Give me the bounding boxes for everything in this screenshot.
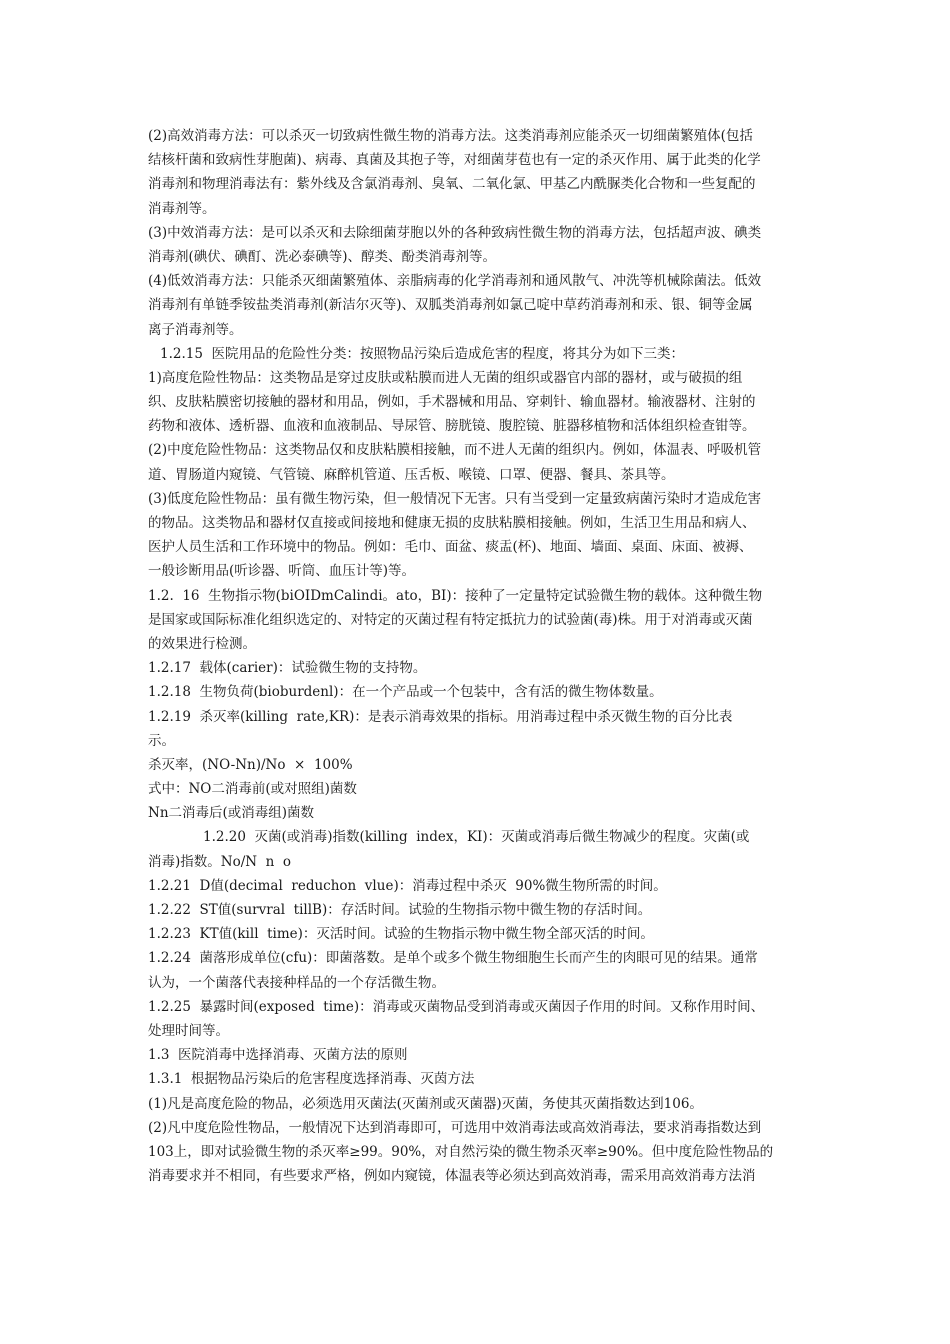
text-line: 消毒剂等。: [148, 200, 216, 217]
text-line: (3)低度危险性物品：虽有微生物污染，但一般情况下无害。只有当受到一定量致病菌污染时才造成危害: [148, 490, 762, 507]
text-line: 药物和液体、透析器、血液和血液制品、导尿管、膀胱镜、腹腔镜、脏器移植物和活体组织检查钳等。: [148, 418, 756, 435]
section-heading: 1.2.20 灭菌(或消毒)指数(killing index，KI)：灭菌或消毒后微生物减少的程度。灾菌(或: [203, 829, 750, 846]
section-heading: 1.3 医院消毒中选择消毒、灭菌方法的原则: [148, 1047, 408, 1064]
formula-line: 杀灭率，(NO-Nn)/No × 100%: [148, 756, 353, 773]
text-line: (2)中度危险性物品：这类物品仅和皮肤粘膜相接触，而不进人无菌的组织内。例如，体温表、呼吸机管: [148, 442, 762, 459]
text-line: 103上，即对试验微生物的杀灭率≥99。90%，对自然污染的微生物杀灭率≥90%。但中度危险性物品的: [148, 1143, 774, 1160]
text-line: (2)凡中度危险性物品，一般情况下达到消毒即可，可选用中效消毒法或高效消毒法，要求消毒指数达到: [148, 1119, 762, 1136]
text-line: 认为，一个菌落代表接种样品的一个存活微生物。: [148, 974, 445, 991]
text-line: 示。: [148, 732, 175, 749]
section-heading: 1.2.18 生物负荷(bioburdenl)：在一个产品或一个包装中，含有活的微生物体数量。: [148, 684, 663, 701]
text-line: 离子消毒剂等。: [148, 321, 243, 338]
text-line: 消毒剂(碘伏、碘酊、洗必泰碘等)、醇类、酚类消毒剂等。: [148, 248, 497, 265]
text-line: (3)中效消毒方法：是可以杀灭和去除细菌芽胞以外的各种致病性微生物的消毒方法，包括超声波、碘类: [148, 224, 762, 241]
section-heading: 1.2.15 医院用品的危险性分类：按照物品污染后造成危害的程度，将其分为如下三类：: [160, 345, 685, 362]
formula-line: 式中：NO二消毒前(或对照组)菌数: [148, 781, 357, 798]
section-heading: 1.2.17 载体(carier)：试验微生物的支持物。: [148, 660, 427, 677]
text-line: 道、胃肠道内窥镜、气管镜、麻醉机管道、压舌板、喉镜、口罩、便器、餐具、茶具等。: [148, 466, 675, 483]
text-line: 结核杆菌和致病性芽胞菌)、病毒、真菌及其抱子等，对细菌芽苞也有一定的杀灭作用、属于此类的化学: [148, 152, 761, 169]
formula-line: Nn二消毒后(或消毒组)菌数: [148, 805, 315, 822]
text-line: (4)低效消毒方法：只能杀灭细菌繁殖体、亲脂病毒的化学消毒剂和通风散气、冲洗等机械除菌法。低效: [148, 273, 762, 290]
text-line: 1)高度危险性物品：这类物品是穿过皮肤或粘膜而进人无菌的组织或器官内部的器材，或与破损的组: [148, 369, 743, 386]
text-line: 织、皮肤粘膜密切接触的器材和用品，例如，手术器械和用品、穿刺针、输血器材。输液器材、注射的: [148, 394, 756, 411]
text-line: 消毒)指数。No/N n o: [148, 853, 292, 870]
section-heading: 1.2.19 杀灭率(killing rate,KR)：是表示消毒效果的指标。用消毒过程中杀灭微生物的百分比表: [148, 708, 733, 725]
section-heading: 1.2.25 暴露时间(exposed time)：消毒或灭菌物品受到消毒或灭菌因子作用的时间。又称作用时间、: [148, 998, 765, 1015]
section-heading: 1.3.1 根据物品污染后的危害程度选择消毒、灭茵方法: [148, 1071, 475, 1088]
text-line: (1)凡是高度危险的物品，必须选用灭菌法(灭菌剂或灭菌器)灭菌，务使其灭菌指数达到106。: [148, 1095, 703, 1112]
section-heading: 1.2. 16 生物指示物(biOIDmCalindi。ato，BI)：接种了一定量特定试验微生物的载体。这种微生物: [148, 587, 763, 604]
text-line: (2)高效消毒方法：可以杀灭一切致病性微生物的消毒方法。这类消毒剂应能杀灭一切细菌繁殖体(包括: [148, 128, 753, 144]
text-line: 消毒剂和物理消毒法有：紫外线及含氯消毒剂、臭氧、二氧化氯、甲基乙内酰脲类化合物和一些复配的: [148, 176, 756, 193]
section-heading: 1.2.21 D值(decimal reduchon vlue)：消毒过程中杀灭 90%微生物所需的时间。: [148, 877, 667, 894]
document-page: [148, 124, 804, 1188]
section-heading: 1.2.22 ST值(survral tillB)：存活时间。试验的生物指示物中微生物的存活时间。: [148, 902, 652, 918]
section-heading: 1.2.24 菌落形成单位(cfu)：即菌落数。是单个或多个微生物细胞生长而产生的肉眼可见的结果。通常: [148, 950, 758, 967]
text-line: 的物品。这类物品和器材仅直接或间接地和健康无损的皮肤粘膜相接触。例如，生活卫生用品和病人、: [148, 515, 756, 531]
text-line: 消毒要求并不相同，有些要求严格，例如内窥镜，体温表等必须达到高效消毒，需采用高效消毒方法消: [148, 1168, 756, 1185]
section-heading: 1.2.23 KT值(kill time)：灭活时间。试验的生物指示物中微生物全部灭活的时间。: [148, 926, 654, 943]
text-line: 的效果进行检测。: [148, 635, 256, 652]
text-line: 医护人员生活和工作环境中的物品。例如：毛巾、面盆、痰盂(杯)、地面、墙面、桌面、床面、被褥、: [148, 539, 753, 556]
text-line: 是国家或国际标准化组织选定的、对特定的灭菌过程有特定抵抗力的试验菌(毒)株。用于对消毒或灭菌: [148, 611, 753, 628]
text-line: 消毒剂有单链季铵盐类消毒剂(新洁尔灭等)、双胍类消毒剂如氯己啶中草药消毒剂和汞、银、铜等金属: [148, 297, 753, 314]
text-line: 一般诊断用品(听诊器、听筒、血压计等)等。: [148, 563, 416, 580]
text-line: 处理时间等。: [148, 1022, 229, 1039]
